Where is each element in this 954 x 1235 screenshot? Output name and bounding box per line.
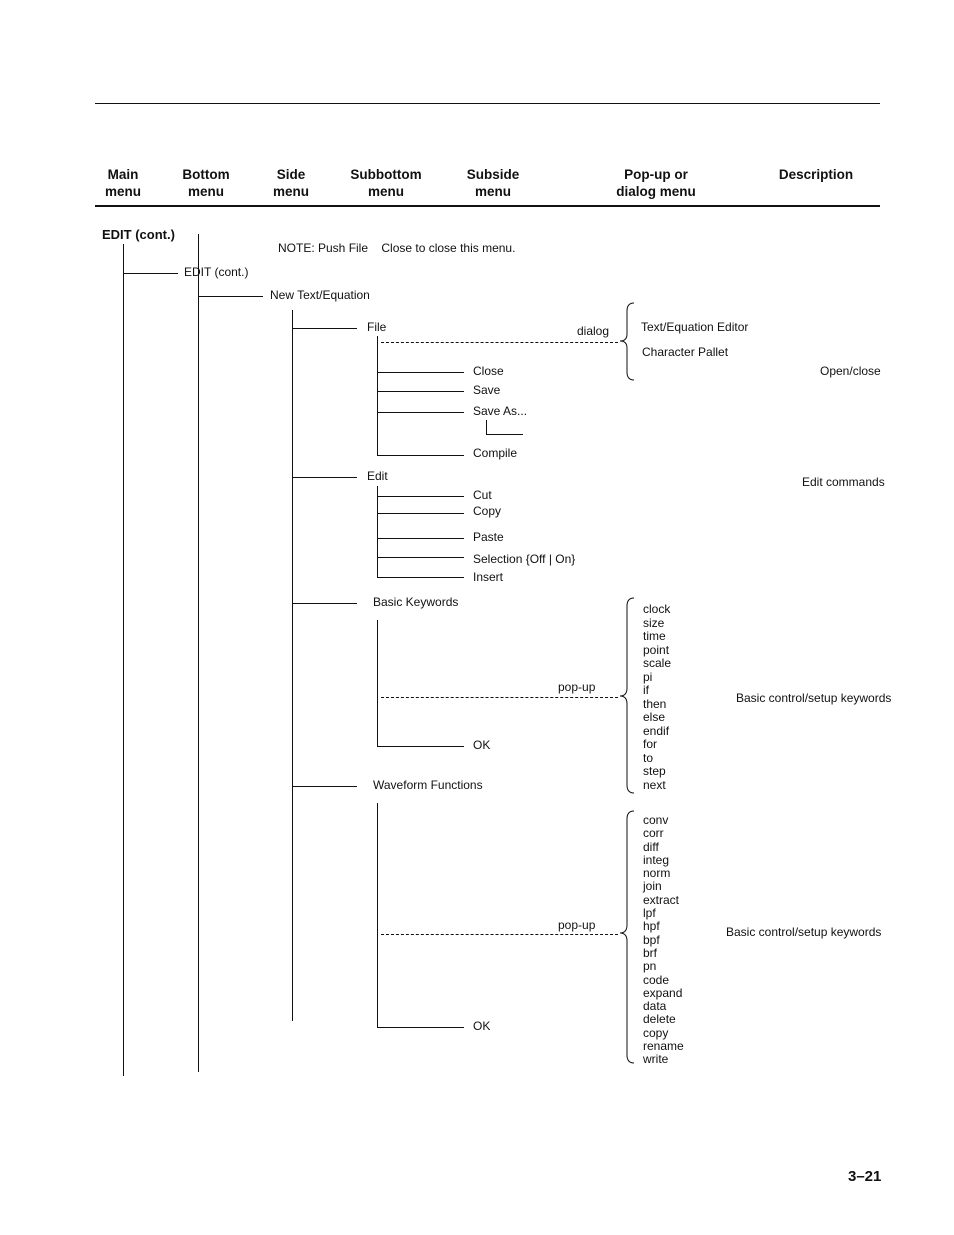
header-description: Description [778,167,854,182]
file-item-save: Save [473,383,501,397]
dialog-character-pallet: Character Pallet [642,345,729,359]
waveform-functions-label: Waveform Functions [373,778,483,792]
waveform-item: norm [643,866,671,881]
basic-keywords-label: Basic Keywords [373,595,459,609]
page-number: 3–21 [848,1168,882,1185]
keyword-item: clock [643,602,671,616]
keyword-item: else [643,710,666,724]
keywords-popup-brace [620,598,634,793]
header-main-menu: Main menu [104,167,141,199]
keyword-item: size [643,615,665,630]
waveform-item: pn [643,959,657,974]
header-side-menu: Side menu [272,167,309,199]
waveform-item: hpf [643,919,660,934]
file-dialog-label: dialog [577,324,610,338]
waveform-item: code [643,972,670,987]
edit-description: Edit commands [802,475,885,489]
waveform-item: write [643,1052,669,1067]
keyword-item: pi [643,669,653,684]
keywords-ok: OK [473,738,491,752]
waveform-item: brf [643,945,658,960]
file-item-close: Close [473,364,504,378]
waveform-item: expand [643,985,683,1000]
keywords-description: Basic control/setup keywords [736,691,892,705]
waveform-item: corr [643,826,664,841]
waveform-item: extract [643,892,680,907]
header-bottom-menu: Bottom menu [182,167,230,199]
basic-keywords-list [643,603,671,792]
waveform-item: join [643,879,662,894]
keyword-item: for [643,737,658,751]
waveform-item: conv [643,813,669,827]
keyword-item: step [643,764,666,778]
keyword-item: endif [643,723,670,738]
edit-item-cut: Cut [473,488,492,502]
dialog-text-equation-editor: Text/Equation Editor [641,320,749,334]
file-item-save-as: Save As... [473,404,528,418]
edit-item-selection: Selection {Off | On} [473,552,576,566]
waveform-item: delete [643,1012,676,1027]
main-menu-label: EDIT (cont.) [102,227,175,242]
waveform-description: Basic control/setup keywords [726,925,882,939]
waveform-item: integ [643,852,670,867]
edit-label: Edit [367,469,388,483]
file-description: Open/close [820,364,881,378]
waveform-item: bpf [643,932,660,947]
keyword-item: then [643,696,667,711]
header-subbottom-menu: Subbottom menu [350,167,422,199]
edit-item-insert: Insert [473,570,504,584]
keyword-item: next [643,777,666,792]
header-popup-dialog-menu: Pop-up or dialog menu [616,167,696,199]
keyword-item: if [643,683,649,697]
close-note: NOTE: Push File Close to close this menu. [278,241,516,255]
file-dialog-brace [620,303,634,380]
bottom-menu-label: EDIT (cont.) [184,265,249,279]
side-menu-label: New Text/Equation [270,288,370,302]
waveform-item: diff [643,839,659,854]
keyword-item: point [643,642,670,657]
waveform-item: data [643,999,667,1014]
file-label: File [367,320,387,334]
waveform-item: rename [643,1039,684,1054]
waveform-popup-brace [620,811,634,1063]
file-item-compile: Compile [473,446,518,460]
keyword-item: scale [643,656,672,670]
edit-item-copy: Copy [473,504,502,518]
keyword-item: time [643,629,666,643]
keyword-item: to [643,750,654,765]
keywords-popup-label: pop-up [558,680,596,694]
waveform-item: copy [643,1025,669,1040]
waveform-popup-label: pop-up [558,918,596,932]
waveform-item: lpf [643,906,656,921]
waveform-ok: OK [473,1019,491,1033]
header-subside-menu: Subside menu [466,167,520,199]
edit-item-paste: Paste [473,530,504,544]
waveform-functions-list [643,814,684,1067]
